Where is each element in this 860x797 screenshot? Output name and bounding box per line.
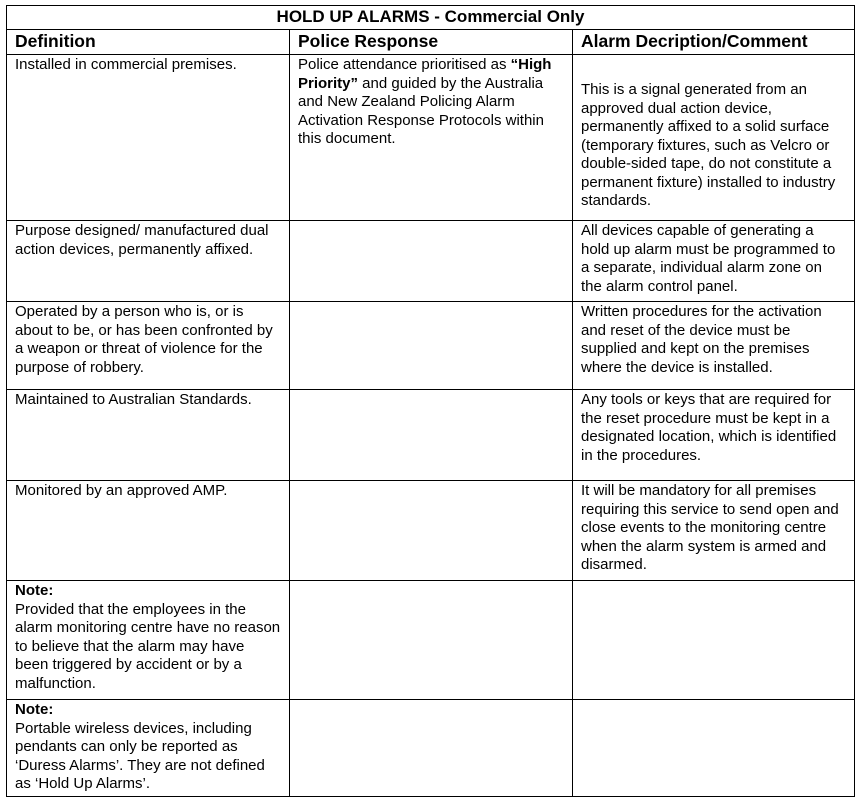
header-row <box>7 30 855 55</box>
police-response-text: and guided by the Australia and New Zealand Policing Alarm Activation Response Protocols within this document. <box>298 74 544 147</box>
note-label: Note: <box>15 701 54 718</box>
note-cell <box>7 700 290 797</box>
note-row <box>7 700 855 797</box>
police-response-cell <box>290 581 573 700</box>
comment-cell: Any tools or keys that are required for the reset procedure must be kept in a designated location, which is identified in the procedures. <box>573 390 855 481</box>
note-row <box>7 581 855 700</box>
police-response-cell <box>290 700 573 797</box>
police-response-cell <box>290 390 573 481</box>
police-response-cell <box>290 481 573 581</box>
comment-cell: It will be mandatory for all premises requiring this service to send open and close events to the monitoring centre when the alarm system is armed and disarmed. <box>573 481 855 581</box>
header-police-response: Police Response <box>290 30 573 55</box>
police-response-cell <box>290 302 573 390</box>
hold-up-alarms-table <box>6 5 855 797</box>
table-row <box>7 55 855 221</box>
table-row <box>7 221 855 302</box>
note-text: Portable wireless devices, including pendants can only be reported as ‘Duress Alarms’. They are not defined as ‘Hold Up Alarms’. <box>15 719 265 792</box>
definition-cell: Installed in commercial premises. <box>7 55 290 221</box>
note-cell <box>7 581 290 700</box>
title-row <box>7 6 855 30</box>
comment-cell: All devices capable of generating a hold up alarm must be programmed to a separate, individual alarm zone on the alarm control panel. <box>573 221 855 302</box>
definition-cell: Purpose designed/ manufactured dual action devices, permanently affixed. <box>7 221 290 302</box>
comment-cell: This is a signal generated from an approved dual action device, permanently affixed to a solid surface (temporary fixtures, such as Velcro or double-sided tape, do not constitute a permanent fixture) installed to industry standards. <box>573 55 855 221</box>
definition-cell: Maintained to Australian Standards. <box>7 390 290 481</box>
header-definition: Definition <box>7 30 290 55</box>
comment-cell: Written procedures for the activation and reset of the device must be supplied and kept on the premises where the device is installed. <box>573 302 855 390</box>
police-response-text: Police attendance prioritised as <box>298 56 511 73</box>
table-title: HOLD UP ALARMS - Commercial Only <box>7 6 855 30</box>
definition-cell: Monitored by an approved AMP. <box>7 481 290 581</box>
header-comment: Alarm Decription/Comment <box>573 30 855 55</box>
definition-cell: Operated by a person who is, or is about to be, or has been confronted by a weapon or threat of violence for the purpose of robbery. <box>7 302 290 390</box>
police-response-cell <box>290 221 573 302</box>
note-text: Provided that the employees in the alarm monitoring centre have no reason to believe that the alarm may have been triggered by accident or by a malfunction. <box>15 600 281 692</box>
table-row <box>7 481 855 581</box>
police-response-cell <box>290 55 573 221</box>
table-row <box>7 390 855 481</box>
table-row <box>7 302 855 390</box>
note-label: Note: <box>15 582 54 599</box>
comment-cell <box>573 700 855 797</box>
priority-label: “High Priority” <box>298 56 552 92</box>
comment-cell <box>573 581 855 700</box>
